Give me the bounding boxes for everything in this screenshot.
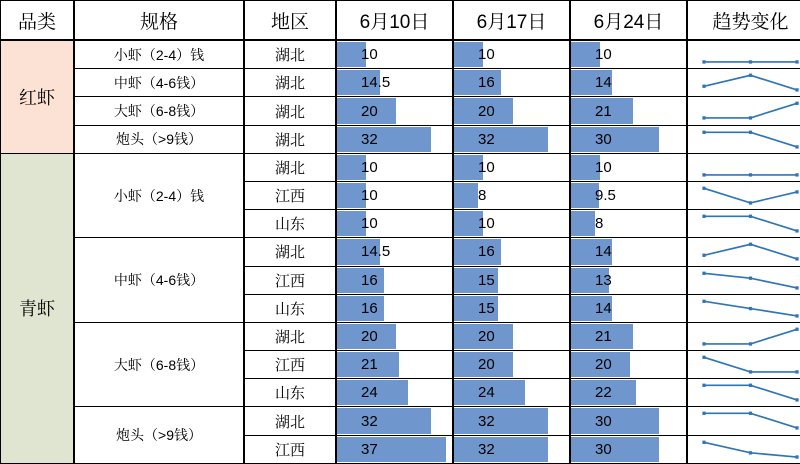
value-cell [453, 40, 570, 69]
region-cell: 江西 [244, 266, 336, 294]
header-date-1: 6月10日 [336, 1, 453, 41]
spec-cell: 炮头（>9钱） [74, 125, 244, 153]
region-cell: 湖北 [244, 125, 336, 153]
value-text: 20 [478, 328, 495, 345]
value-cell [570, 266, 687, 294]
value-text: 15 [478, 271, 495, 289]
trend-sparkline [687, 181, 800, 209]
region-cell: 湖北 [244, 322, 336, 350]
value-cell [453, 181, 570, 209]
value-text: 14 [595, 74, 612, 92]
region-cell: 山东 [244, 379, 336, 407]
value-text: 16 [361, 271, 378, 289]
value-text: 14 [595, 243, 612, 261]
value-text: 21 [361, 356, 378, 374]
value-text: 16 [478, 243, 495, 261]
value-text: 14.5 [361, 243, 391, 261]
header-region: 地区 [244, 1, 336, 41]
trend-sparkline [687, 266, 800, 294]
value-cell [453, 69, 570, 97]
value-cell [336, 97, 453, 125]
value-text: 32 [478, 412, 495, 430]
value-cell [336, 435, 453, 463]
value-text: 10 [361, 46, 378, 64]
value-cell [336, 181, 453, 209]
value-cell [336, 351, 453, 379]
table-row [1, 153, 800, 181]
value-text: 20 [361, 328, 378, 345]
value-text: 32 [478, 440, 495, 458]
region-cell: 江西 [244, 351, 336, 379]
header-date-2: 6月17日 [453, 1, 570, 41]
value-cell [570, 351, 687, 379]
value-text: 9.5 [595, 187, 616, 205]
value-cell [570, 210, 687, 238]
value-cell [453, 238, 570, 266]
region-cell: 湖北 [244, 238, 336, 266]
value-cell [453, 266, 570, 294]
table-row [1, 125, 800, 153]
table-body [1, 40, 800, 464]
trend-sparkline [687, 153, 800, 181]
spec-cell: 小虾（2-4）钱 [74, 40, 244, 69]
value-text: 37 [361, 440, 378, 458]
value-cell [570, 379, 687, 407]
value-cell [453, 351, 570, 379]
value-text: 20 [478, 356, 495, 374]
region-cell: 湖北 [244, 407, 336, 435]
value-text: 21 [595, 102, 612, 120]
value-cell [336, 379, 453, 407]
value-cell [570, 125, 687, 153]
value-cell [336, 153, 453, 181]
value-cell [570, 322, 687, 350]
value-cell [570, 153, 687, 181]
value-text: 24 [361, 384, 378, 402]
header-spec: 规格 [74, 1, 244, 41]
value-cell [336, 407, 453, 435]
region-cell: 江西 [244, 435, 336, 463]
table-row [1, 407, 800, 435]
value-cell [570, 69, 687, 97]
value-text: 10 [595, 46, 612, 64]
value-text: 32 [361, 412, 378, 430]
value-cell [570, 181, 687, 209]
value-cell [453, 125, 570, 153]
header-category: 品类 [1, 1, 75, 41]
spec-cell: 大虾（6-8钱） [74, 322, 244, 407]
value-text: 14.5 [361, 74, 391, 92]
trend-sparkline [687, 435, 800, 463]
region-cell: 山东 [244, 210, 336, 238]
value-text: 10 [478, 158, 495, 176]
value-text: 16 [361, 299, 378, 317]
trend-sparkline [687, 40, 800, 69]
value-text: 10 [595, 158, 612, 176]
trend-sparkline [687, 379, 800, 407]
value-text: 30 [595, 412, 612, 430]
value-text: 32 [361, 130, 378, 148]
trend-sparkline [687, 125, 800, 153]
value-text: 30 [595, 130, 612, 148]
value-text: 20 [595, 356, 612, 374]
value-cell [453, 435, 570, 463]
trend-sparkline [687, 238, 800, 266]
value-text: 10 [361, 215, 378, 233]
value-text: 15 [478, 299, 495, 317]
table-row [1, 69, 800, 97]
trend-sparkline [687, 210, 800, 238]
trend-sparkline [687, 69, 800, 97]
value-cell [336, 210, 453, 238]
table-row [1, 322, 800, 350]
value-text: 30 [595, 440, 612, 458]
value-text: 14 [595, 299, 612, 317]
region-cell: 湖北 [244, 97, 336, 125]
value-text: 10 [361, 158, 378, 176]
header-trend: 趋势变化 [687, 1, 800, 41]
value-cell [453, 294, 570, 322]
category-cell: 青虾 [1, 153, 75, 463]
value-text: 10 [478, 215, 495, 233]
value-cell [336, 69, 453, 97]
region-cell: 湖北 [244, 40, 336, 69]
region-cell: 湖北 [244, 153, 336, 181]
value-text: 16 [478, 74, 495, 92]
region-cell: 江西 [244, 181, 336, 209]
table-row [1, 40, 800, 69]
table-header-row [1, 1, 800, 41]
value-text: 13 [595, 271, 612, 289]
spec-cell: 小虾（2-4）钱 [74, 153, 244, 238]
spec-cell: 炮头（>9钱） [74, 407, 244, 464]
value-cell [570, 97, 687, 125]
value-text: 32 [478, 130, 495, 148]
spec-cell: 中虾（4-6钱） [74, 69, 244, 97]
region-cell: 湖北 [244, 69, 336, 97]
value-cell [336, 266, 453, 294]
spec-cell: 大虾（6-8钱） [74, 97, 244, 125]
value-text: 20 [361, 102, 378, 120]
value-cell [336, 125, 453, 153]
table-row [1, 97, 800, 125]
value-cell [453, 210, 570, 238]
value-cell [453, 322, 570, 350]
value-cell [570, 435, 687, 463]
value-text: 24 [478, 384, 495, 402]
value-cell [336, 294, 453, 322]
value-cell [570, 40, 687, 69]
trend-sparkline [687, 97, 800, 125]
value-cell [453, 97, 570, 125]
value-cell [336, 238, 453, 266]
value-cell [453, 407, 570, 435]
value-text: 22 [595, 384, 612, 402]
trend-sparkline [687, 407, 800, 435]
category-cell: 红虾 [1, 40, 75, 153]
value-text: 10 [478, 46, 495, 64]
value-cell [570, 294, 687, 322]
value-text: 10 [361, 187, 378, 205]
trend-sparkline [687, 322, 800, 350]
value-cell [336, 40, 453, 69]
value-cell [570, 407, 687, 435]
value-cell [336, 322, 453, 350]
value-text: 20 [478, 102, 495, 120]
value-cell [453, 379, 570, 407]
table-row [1, 238, 800, 266]
value-text: 8 [478, 187, 487, 205]
trend-sparkline [687, 351, 800, 379]
value-text: 8 [595, 215, 604, 233]
region-cell: 山东 [244, 294, 336, 322]
value-cell [453, 153, 570, 181]
value-text: 21 [595, 328, 612, 345]
header-date-3: 6月24日 [570, 1, 687, 41]
spec-cell: 中虾（4-6钱） [74, 238, 244, 323]
value-cell [570, 238, 687, 266]
trend-sparkline [687, 294, 800, 322]
